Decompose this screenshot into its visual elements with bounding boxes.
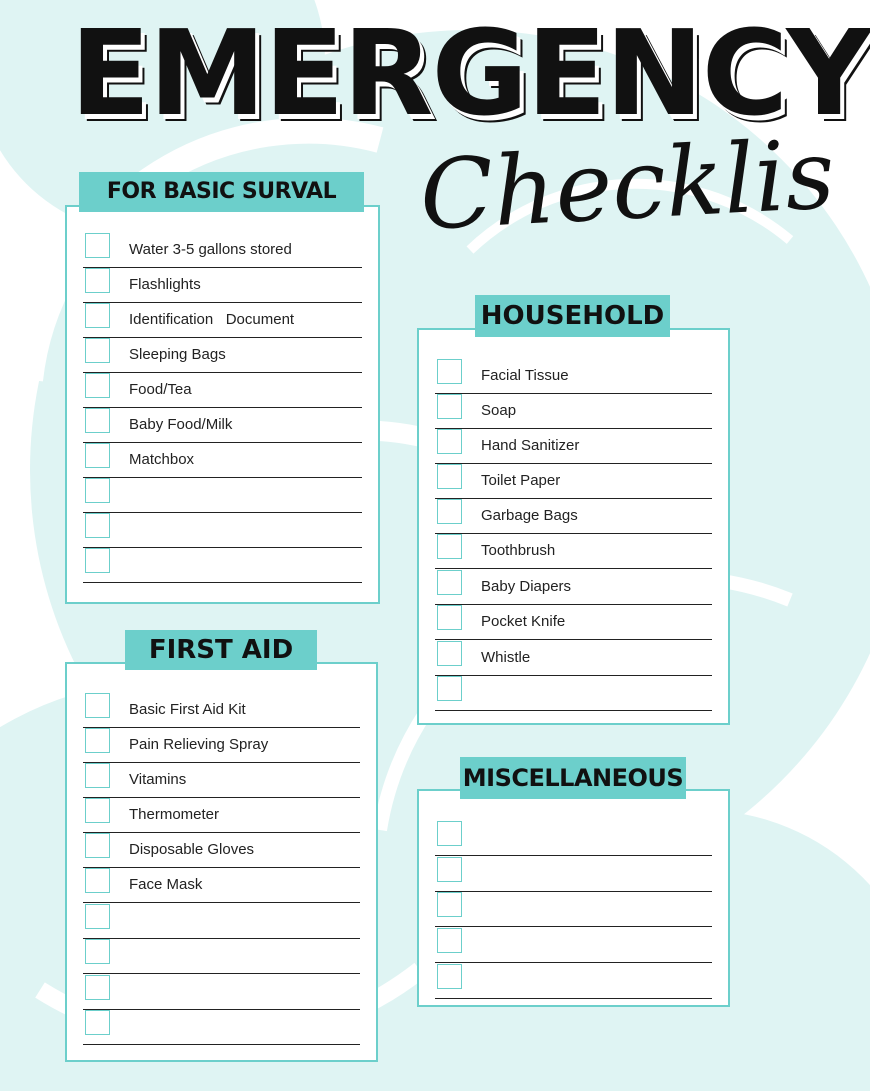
checkbox[interactable] (437, 605, 462, 630)
item-label: Hand Sanitizer (481, 437, 580, 454)
checklist-row (435, 604, 712, 640)
checkbox[interactable] (437, 928, 462, 953)
checkbox[interactable] (85, 975, 110, 1000)
checklist-row (83, 797, 360, 833)
section-basic-survival (65, 172, 380, 604)
checklist-row (435, 533, 712, 569)
checklist-row (83, 692, 360, 728)
checkbox[interactable] (85, 693, 110, 718)
item-label: Pocket Knife (481, 613, 566, 630)
section-household (417, 295, 730, 725)
checkbox[interactable] (437, 821, 462, 846)
item-label: Baby Food/Milk (129, 416, 233, 433)
item-label: Toothbrush (481, 542, 556, 559)
checklist-row (435, 675, 712, 711)
checkbox[interactable] (437, 359, 462, 384)
section-card (417, 328, 730, 725)
item-label: Whistle (481, 649, 531, 666)
checklist-row (83, 372, 362, 408)
item-label: Basic First Aid Kit (129, 701, 246, 718)
checklist-row (83, 477, 362, 513)
section-card (65, 662, 378, 1062)
checkbox[interactable] (85, 904, 110, 929)
section-heading: FIRST AID (125, 630, 317, 670)
checklist-row (435, 820, 712, 856)
item-label: Face Mask (129, 876, 203, 893)
checkbox[interactable] (437, 570, 462, 595)
section-first-aid (65, 630, 378, 1062)
checklist-row (83, 903, 360, 939)
checklist-row (83, 938, 360, 974)
checklist-row (435, 498, 712, 534)
checkbox[interactable] (437, 499, 462, 524)
page-subtitle: Checklis (417, 118, 838, 252)
item-label: Garbage Bags (481, 507, 578, 524)
checklist-row (83, 762, 360, 798)
checkbox[interactable] (85, 763, 110, 788)
checkbox[interactable] (85, 443, 110, 468)
checkbox[interactable] (437, 429, 462, 454)
checklist-row (435, 569, 712, 605)
section-card (65, 205, 380, 604)
checkbox[interactable] (437, 641, 462, 666)
item-label: Water 3-5 gallons stored (129, 241, 292, 258)
checkbox[interactable] (85, 408, 110, 433)
section-card (417, 789, 730, 1007)
item-label: Pain Relieving Spray (129, 736, 269, 753)
checkbox[interactable] (437, 857, 462, 882)
checklist-row (435, 640, 712, 676)
checklist-row (83, 727, 360, 763)
checklist-row (83, 442, 362, 478)
checkbox[interactable] (437, 534, 462, 559)
checklist-row (435, 856, 712, 892)
checklist-row (83, 232, 362, 268)
item-label: Identification Document (129, 311, 295, 328)
item-label: Flashlights (129, 276, 201, 293)
item-label: Toilet Paper (481, 472, 561, 489)
item-label: Food/Tea (129, 381, 192, 398)
checklist-row (435, 963, 712, 999)
checklist-row (435, 927, 712, 963)
checkbox[interactable] (85, 939, 110, 964)
item-label: Sleeping Bags (129, 346, 226, 363)
checklist-row (83, 547, 362, 583)
checklist-row (435, 428, 712, 464)
checkbox[interactable] (85, 338, 110, 363)
checkbox[interactable] (85, 798, 110, 823)
checklist-row (435, 891, 712, 927)
checklist-row (83, 1009, 360, 1045)
checklist-row (83, 337, 362, 373)
checklist-row (83, 407, 362, 443)
checkbox[interactable] (85, 548, 110, 573)
checklist-row (435, 358, 712, 394)
section-heading: MISCELLANEOUS (460, 757, 686, 799)
item-label: Disposable Gloves (129, 841, 255, 858)
checklist-row (83, 302, 362, 338)
checkbox[interactable] (85, 233, 110, 258)
checkbox[interactable] (437, 464, 462, 489)
checkbox[interactable] (85, 833, 110, 858)
section-heading: HOUSEHOLD (475, 295, 670, 337)
checklist-row (435, 463, 712, 499)
item-label: Baby Diapers (481, 578, 572, 595)
section-heading: FOR BASIC SURVAL (79, 172, 364, 212)
checkbox[interactable] (85, 268, 110, 293)
checkbox[interactable] (85, 373, 110, 398)
checklist-row (83, 512, 362, 548)
checkbox[interactable] (85, 1010, 110, 1035)
item-label: Vitamins (129, 771, 187, 788)
checkbox[interactable] (85, 303, 110, 328)
section-miscellaneous (417, 757, 730, 1007)
item-label: Matchbox (129, 451, 195, 468)
item-label: Facial Tissue (481, 367, 569, 384)
checkbox[interactable] (437, 676, 462, 701)
checklist-row (83, 867, 360, 903)
checklist-row (83, 267, 362, 303)
checkbox[interactable] (437, 394, 462, 419)
item-label: Thermometer (129, 806, 220, 823)
item-label: Soap (481, 402, 517, 419)
checklist-row (83, 832, 360, 868)
checkbox[interactable] (85, 728, 110, 753)
checklist-row (83, 974, 360, 1010)
checkbox[interactable] (85, 868, 110, 893)
checkbox[interactable] (85, 513, 110, 538)
checkbox[interactable] (85, 478, 110, 503)
checkbox[interactable] (437, 964, 462, 989)
page-title: EMERGENCY (70, 4, 870, 142)
checklist-row (435, 393, 712, 429)
checkbox[interactable] (437, 892, 462, 917)
